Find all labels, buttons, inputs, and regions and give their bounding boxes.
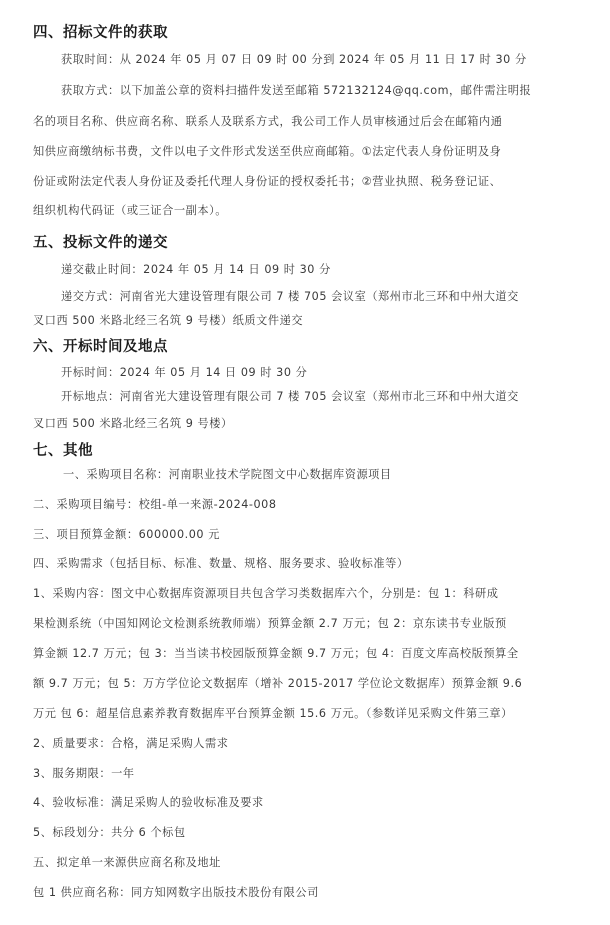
procurement-content-line: 果检测系统（中国知网论文检测系统教师端）预算金额 2.7 万元；包 2：京东读书专业版预 bbox=[33, 617, 507, 630]
procurement-content-line: 算金额 12.7 万元；包 3：当当读书校园版预算金额 9.7 万元；包 4：百度文库高校版预算全 bbox=[33, 647, 519, 660]
section-4-heading: 四、招标文件的获取 bbox=[33, 25, 168, 41]
item-supplier-name: 包 1 供应商名称：同方知网数字出版技术股份有限公司 bbox=[33, 886, 319, 899]
section-5-deadline: 递交截止时间：2024 年 05 月 14 日 09 时 30 分 bbox=[61, 263, 331, 276]
item-supplier-heading: 五、拟定单一来源供应商名称及地址 bbox=[33, 856, 221, 869]
item-quality: 2、质量要求：合格，满足采购人需求 bbox=[33, 737, 229, 750]
section-6-heading: 六、开标时间及地点 bbox=[33, 339, 168, 355]
section-7-heading: 七、其他 bbox=[33, 443, 93, 459]
item-budget: 三、项目预算金额：600000.00 元 bbox=[33, 528, 220, 541]
section-4-time: 获取时间：从 2024 年 05 月 07 日 09 时 00 分到 2024 年 05 月 11 日 17 时 30 分 bbox=[61, 53, 527, 66]
item-project-name: 一、采购项目名称：河南职业技术学院图文中心数据库资源项目 bbox=[63, 468, 392, 481]
item-lots: 5、标段划分：共分 6 个标包 bbox=[33, 826, 186, 839]
item-service-period: 3、服务期限：一年 bbox=[33, 767, 135, 780]
item-requirements: 四、采购需求（包括目标、标准、数量、规格、服务要求、验收标准等） bbox=[33, 557, 409, 570]
section-5-method-line: 递交方式：河南省光大建设管理有限公司 7 楼 705 会议室（郑州市北三环和中州大道交 bbox=[61, 290, 519, 303]
item-project-number: 二、采购项目编号：校组-单一来源-2024-008 bbox=[33, 498, 277, 511]
section-4-method-line: 名的项目名称、供应商名称、联系人及联系方式，我公司工作人员审核通过后会在邮箱内通 bbox=[33, 115, 503, 128]
section-5-method-line: 叉口西 500 米路北经三名筑 9 号楼）纸质文件递交 bbox=[33, 314, 304, 327]
procurement-content-line: 1、采购内容：图文中心数据库资源项目共包含学习类数据库六个，分别是：包 1：科研成 bbox=[33, 587, 499, 600]
section-5-heading: 五、投标文件的递交 bbox=[33, 235, 168, 251]
section-6-place-line: 叉口西 500 米路北经三名筑 9 号楼） bbox=[33, 417, 233, 430]
section-4-method-line: 组织机构代码证（或三证合一副本）。 bbox=[33, 204, 227, 217]
procurement-content-line: 万元 包 6：超星信息素养教育数据库平台预算金额 15.6 万元。（参数详见采购文件第三章） bbox=[33, 707, 513, 720]
section-4-method-line: 份证或附法定代表人身份证及委托代理人身份证的授权委托书；②营业执照、税务登记证、 bbox=[33, 175, 502, 188]
section-4-method-line: 获取方式：以下加盖公章的资料扫描件发送至邮箱 572132124@qq.com，邮件需注明报 bbox=[61, 84, 532, 97]
procurement-content-line: 额 9.7 万元；包 5：万方学位论文数据库（增补 2015-2017 学位论文数据库）预算金额 9.6 bbox=[33, 677, 523, 690]
section-6-time: 开标时间：2024 年 05 月 14 日 09 时 30 分 bbox=[61, 366, 308, 379]
section-6-place-line: 开标地点：河南省光大建设管理有限公司 7 楼 705 会议室（郑州市北三环和中州大道交 bbox=[61, 390, 519, 403]
section-4-method-line: 知供应商缴纳标书费，文件以电子文件形式发送至供应商邮箱。①法定代表人身份证明及身 bbox=[33, 145, 502, 158]
item-acceptance: 4、验收标准：满足采购人的验收标准及要求 bbox=[33, 796, 264, 809]
